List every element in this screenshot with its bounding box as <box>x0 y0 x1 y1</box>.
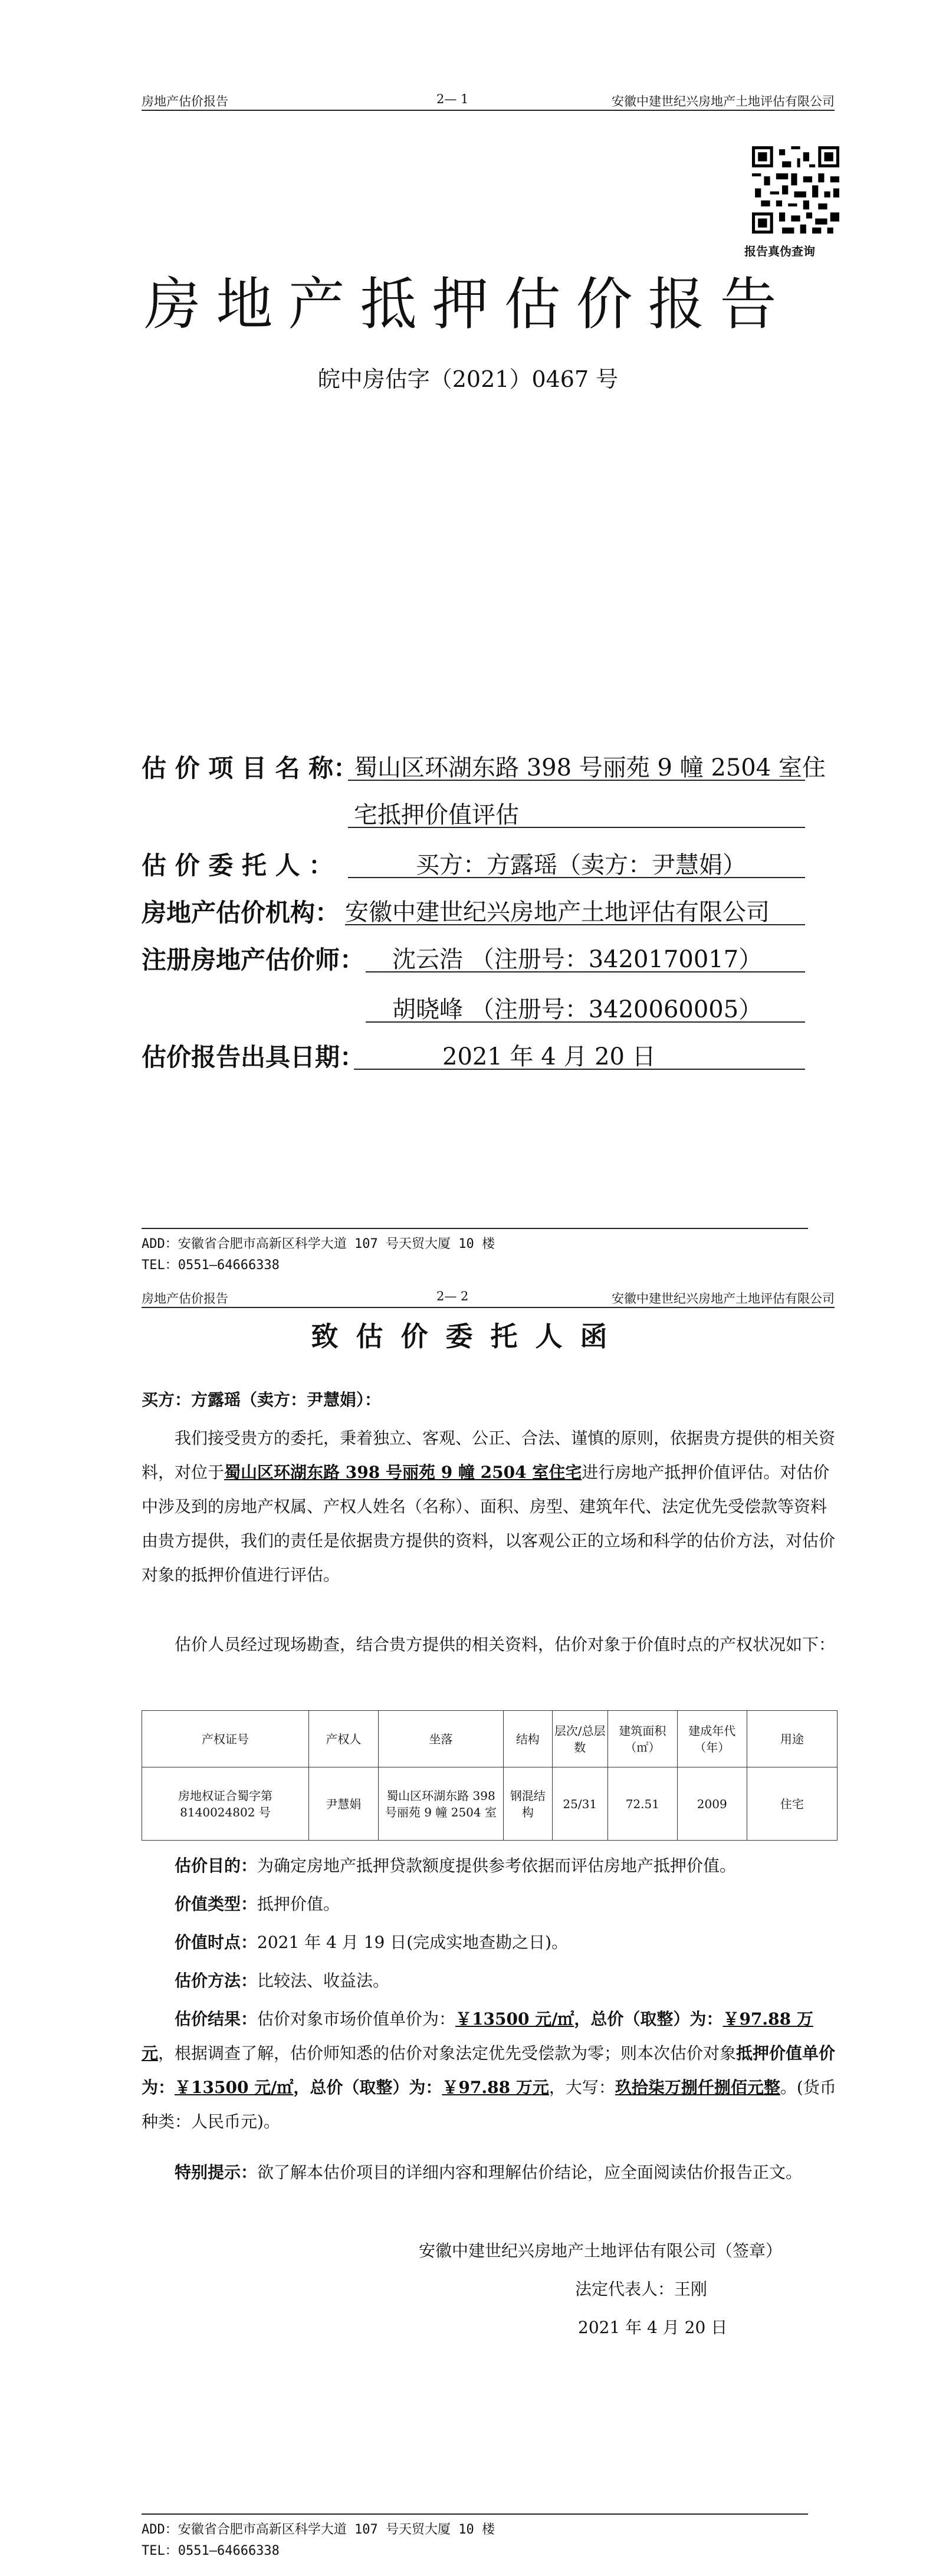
header-company: 安徽中建世纪兴房地产土地评估有限公司 <box>612 94 835 109</box>
underline <box>348 780 805 781</box>
paragraph-intro: 我们接受贵方的委托，秉着独立、客观、公正、合法、谨慎的原则，依据贵方提供的相关资料，对位于蜀山区环湖东路 398 号丽苑 9 幢 2504 室住宅进行房地产抵押价值评估。对估价中涉及到的房地产权属、产权人姓名（名称）、面积、房型、建筑年代、法定优先受偿款等资料由贵方提供，我们的责任是依据贵方提供的资料，以客观公正的立场和科学的估价方法，对估价对象的抵押价值进行评估。 <box>142 1428 836 1585</box>
underline <box>366 1021 805 1023</box>
table-cell: 72.51 <box>607 1767 677 1841</box>
legal-representative: 法定代表人：王刚 <box>575 2279 708 2299</box>
appraiser-2: 胡晓峰 （注册号：3420060005） <box>392 996 763 1023</box>
project-name-value-2: 宅抵押价值评估 <box>354 801 519 829</box>
header-company: 安徽中建世纪兴房地产土地评估有限公司 <box>612 1292 835 1306</box>
letter-title: 致估价委托人函 <box>311 1320 625 1352</box>
table-cell: 住宅 <box>747 1767 837 1841</box>
footer-address: ADD：安徽省合肥市高新区科学大道 107 号天贸大厦 10 楼 <box>142 2522 495 2537</box>
table-cell: 25/31 <box>552 1767 607 1841</box>
table-header: 结构 <box>504 1711 553 1767</box>
header-page-number: 2— 2 <box>436 1289 469 1303</box>
method-label: 估价方法： <box>175 1971 258 1990</box>
table-header: 用途 <box>747 1711 837 1767</box>
salutation: 买方：方露瑶（卖方：尹慧娟）： <box>142 1390 382 1409</box>
agency-label: 房地产估价机构： <box>142 898 340 927</box>
amount-in-words: 玖拾柒万捌仟捌佰元整 <box>615 2078 780 2097</box>
result-paragraph: 估价结果：估价对象市场价值单价为：￥13500 元/㎡，总价（取整）为：￥97.88 万元，根据调查了解，估价师知悉的估价对象法定优先受偿款为零；则本次估价对象抵押价值单价为：￥13500 元/㎡，总价（取整）为：￥97.88 万元，大写：玖拾柒万捌仟捌佰元整。(货币种类：人民币元)。 <box>142 2009 836 2131</box>
qr-caption: 报告真伪查询 <box>744 244 815 258</box>
underline <box>348 877 805 878</box>
page-header <box>142 1286 835 1308</box>
report-title: 房地产抵押估价报告 <box>144 271 792 337</box>
page-header <box>142 88 835 111</box>
project-name-value-1: 蜀山区环湖东路 398 号丽苑 9 幢 2504 室住 <box>354 754 826 781</box>
market-total-price: ￥97.88 万元 <box>142 2009 813 2063</box>
table-header: 产权人 <box>308 1711 378 1767</box>
method-line: 估价方法：比较法、收益法。 <box>175 1971 390 1990</box>
value-type-line: 价值类型：抵押价值。 <box>175 1894 340 1914</box>
appraiser-label: 注册房地产估价师： <box>142 945 365 974</box>
header-report-name: 房地产估价报告 <box>142 94 228 109</box>
underline <box>345 924 805 925</box>
mortgage-unit-price: ￥13500 元/㎡ <box>175 2078 294 2097</box>
table-header-row <box>142 1711 838 1767</box>
table-cell: 尹慧娟 <box>308 1767 378 1841</box>
project-name-label: 估 价 项 目 名 称： <box>142 754 359 783</box>
agency-value: 安徽中建世纪兴房地产土地评估有限公司 <box>345 899 770 926</box>
footer-telephone: TEL：0551—64666338 <box>142 1258 280 1273</box>
qr-code-icon[interactable] <box>752 146 839 234</box>
table-cell: 2009 <box>677 1767 747 1841</box>
company-signature: 安徽中建世纪兴房地产土地评估有限公司（签章） <box>419 2241 783 2260</box>
table-cell: 房地权证合蜀字第 8140024802 号 <box>142 1767 309 1841</box>
client-label: 估 价 委 托 人 ： <box>142 851 334 880</box>
letter-date: 2021 年 4 月 20 日 <box>578 2318 728 2337</box>
issue-date-label: 估价报告出具日期： <box>142 1043 365 1072</box>
underline <box>348 827 805 828</box>
table-header: 建筑面积（㎡） <box>607 1711 677 1767</box>
table-row <box>142 1767 838 1841</box>
paragraph-inspection: 估价人员经过现场勘查，结合贵方提供的相关资料，估价对象于价值时点的产权状况如下： <box>175 1635 836 1654</box>
mortgage-total-price: ￥97.88 万元 <box>442 2078 549 2097</box>
purpose-label: 估价目的： <box>175 1856 258 1875</box>
footer-address: ADD：安徽省合肥市高新区科学大道 107 号天贸大厦 10 楼 <box>142 1237 495 1251</box>
notice-paragraph: 特别提示：欲了解本估价项目的详细内容和理解估价结论，应全面阅读估价报告正文。 <box>175 2163 803 2182</box>
market-unit-price: ￥13500 元/㎡ <box>455 2009 574 2029</box>
result-label: 估价结果： <box>175 2009 258 2029</box>
property-address: 蜀山区环湖东路 398 号丽苑 9 幢 2504 室住宅 <box>224 1463 582 1482</box>
appraiser-1: 沈云浩 （注册号：3420170017） <box>392 946 763 973</box>
table-header: 层次/总层数 <box>552 1711 607 1767</box>
document-number: 皖中房估字（2021）0467 号 <box>317 366 619 392</box>
table-header: 产权证号 <box>142 1711 309 1767</box>
footer-telephone: TEL：0551—64666338 <box>142 2544 280 2558</box>
underline <box>354 1069 805 1070</box>
table-cell: 蜀山区环湖东路 398 号丽苑 9 幢 2504 室 <box>378 1767 503 1841</box>
purpose-line: 估价目的：为确定房地产抵押贷款额度提供参考依据而评估房地产抵押价值。 <box>175 1856 737 1875</box>
footer-divider <box>142 2513 808 2515</box>
notice-label: 特别提示： <box>175 2163 258 2182</box>
table-header: 建成年代（年） <box>677 1711 747 1767</box>
header-report-name: 房地产估价报告 <box>142 1292 228 1306</box>
footer-divider <box>142 1228 808 1229</box>
value-time-line: 价值时点：2021 年 4 月 19 日(完成实地查勘之日)。 <box>175 1933 569 1952</box>
value-time-label: 价值时点： <box>175 1933 258 1952</box>
client-value: 买方：方露瑶（卖方：尹慧娟） <box>416 852 746 879</box>
table-header: 坐落 <box>378 1711 503 1767</box>
underline <box>366 971 805 972</box>
table-cell: 钢混结构 <box>504 1767 553 1841</box>
issue-date-value: 2021 年 4 月 20 日 <box>442 1043 656 1070</box>
value-type-label: 价值类型： <box>175 1894 258 1914</box>
header-page-number: 2— 1 <box>436 92 469 106</box>
property-table <box>142 1710 838 1841</box>
